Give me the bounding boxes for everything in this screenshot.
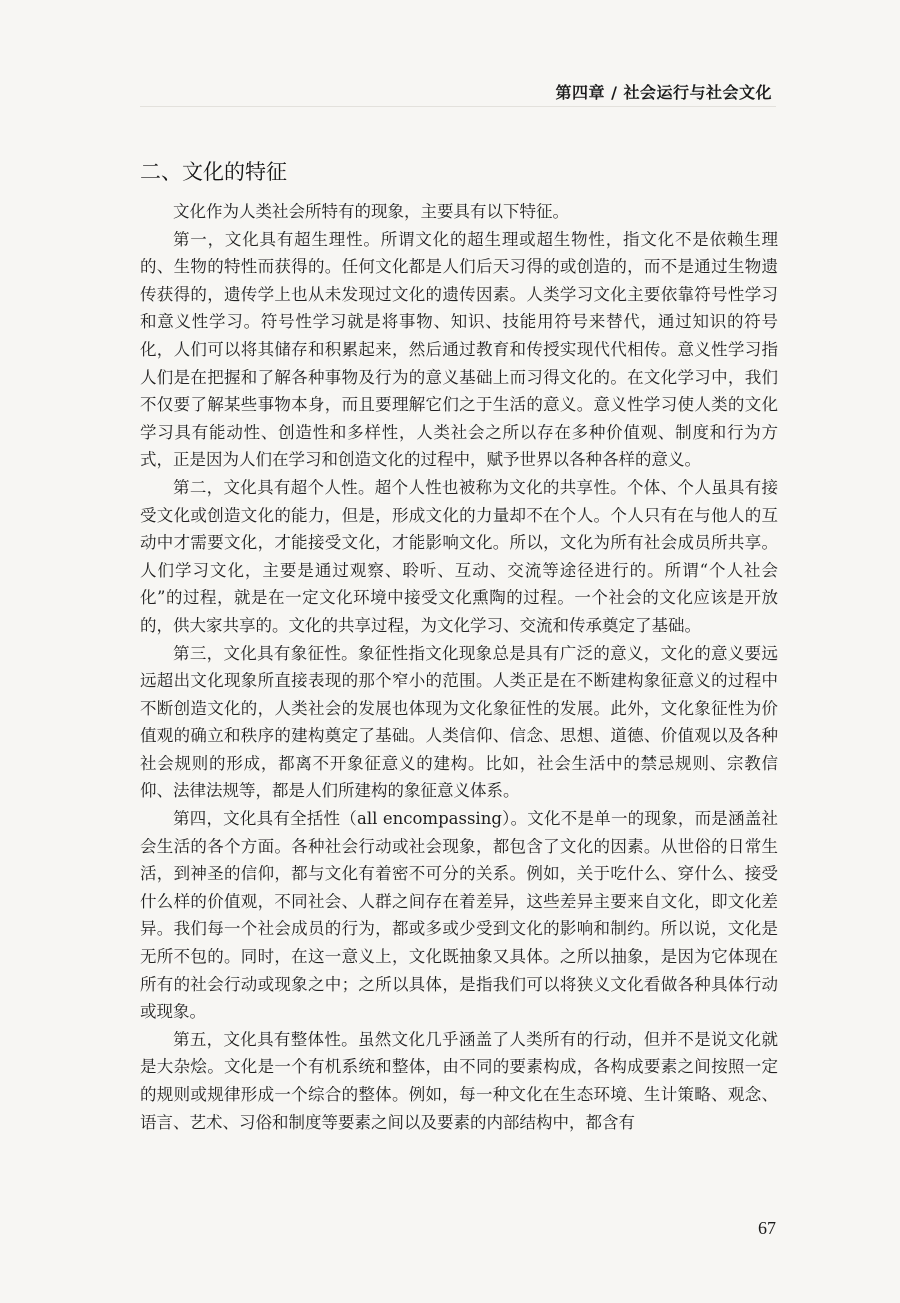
- body-text: [140, 198, 778, 1136]
- paragraph-fourth-feature: 第四，文化具有全括性（all encompassing）。文化不是单一的现象，而是涵盖社会生活的各个方面。各种社会行动或社会现象，都包含了文化的因素。从世俗的日常生活，到神圣的信仰，都与文化有着密不可分的关系。例如，关于吃什么、穿什么、接受什么样的价值观，不同社会、人群之间存在着差异，这些差异主要来自文化，即文化差异。我们每一个社会成员的行为，都或多或少受到文化的影响和制约。所以说，文化是无所不包的。同时，在这一意义上，文化既抽象又具体。之所以抽象，是因为它体现在所有的社会行动或现象之中；之所以具体，是指我们可以将狭义文化看做各种具体行动或现象。: [140, 809, 778, 1022]
- paragraph-fifth-feature: 第五，文化具有整体性。虽然文化几乎涵盖了人类所有的行动，但并不是说文化就是大杂烩。文化是一个有机系统和整体，由不同的要素构成，各构成要素之间按照一定的规则或规律形成一个综合的整体。例如，每一种文化在生态环境、生计策略、观念、语言、艺术、习俗和制度等要素之间以及要素的内部结构中，都含有: [140, 1029, 778, 1132]
- header-divider: [140, 106, 776, 107]
- page-number: 67: [758, 1218, 776, 1238]
- paragraph-second-feature: 第二，文化具有超个人性。超个人性也被称为文化的共享性。个体、个人虽具有接受文化或创造文化的能力，但是，形成文化的力量却不在个人。个人只有在与他人的互动中才需要文化，才能接受文化，才能影响文化。所以，文化为所有社会成员所共享。人们学习文化，主要是通过观察、聆听、互动、交流等途径进行的。所谓“个人社会化”的过程，就是在一定文化环境中接受文化熏陶的过程。一个社会的文化应该是开放的，供大家共享的。文化的共享过程，为文化学习、交流和传承奠定了基础。: [140, 477, 778, 635]
- paragraph-third-feature: 第三，文化具有象征性。象征性指文化现象总是具有广泛的意义，文化的意义要远远超出文化现象所直接表现的那个窄小的范围。人类正是在不断建构象征意义的过程中不断创造文化的，人类社会的发展也体现为文化象征性的发展。此外，文化象征性为价值观的确立和秩序的建构奠定了基础。人类信仰、信念、思想、道德、价值观以及各种社会规则的形成，都离不开象征意义的建构。比如，社会生活中的禁忌规则、宗教信仰、法律法规等，都是人们所建构的象征意义体系。: [140, 643, 778, 801]
- paragraph-intro: 文化作为人类社会所特有的现象，主要具有以下特征。: [173, 202, 569, 221]
- section-title: 二、文化的特征: [140, 160, 287, 184]
- paragraph-first-feature: 第一，文化具有超生理性。所谓文化的超生理或超生物性，指文化不是依赖生理的、生物的特性而获得的。任何文化都是人们后天习得的或创造的，而不是通过生物遗传获得的，遗传学上也从未发现过文化的遗传因素。人类学习文化主要依靠符号性学习和意义性学习。符号性学习就是将事物、知识、技能用符号来替代，通过知识的符号化，人们可以将其储存和积累起来，然后通过教育和传授实现代代相传。意义性学习指人们是在把握和了解各种事物及行为的意义基础上而习得文化的。在文化学习中，我们不仅要了解某些事物本身，而且要理解它们之于生活的意义。意义性学习使人类的文化学习具有能动性、创造性和多样性，人类社会之所以存在多种价值观、制度和行为方式，正是因为人们在学习和创造文化的过程中，赋予世界以各种各样的意义。: [140, 229, 778, 470]
- running-header: 第四章 / 社会运行与社会文化: [555, 83, 772, 102]
